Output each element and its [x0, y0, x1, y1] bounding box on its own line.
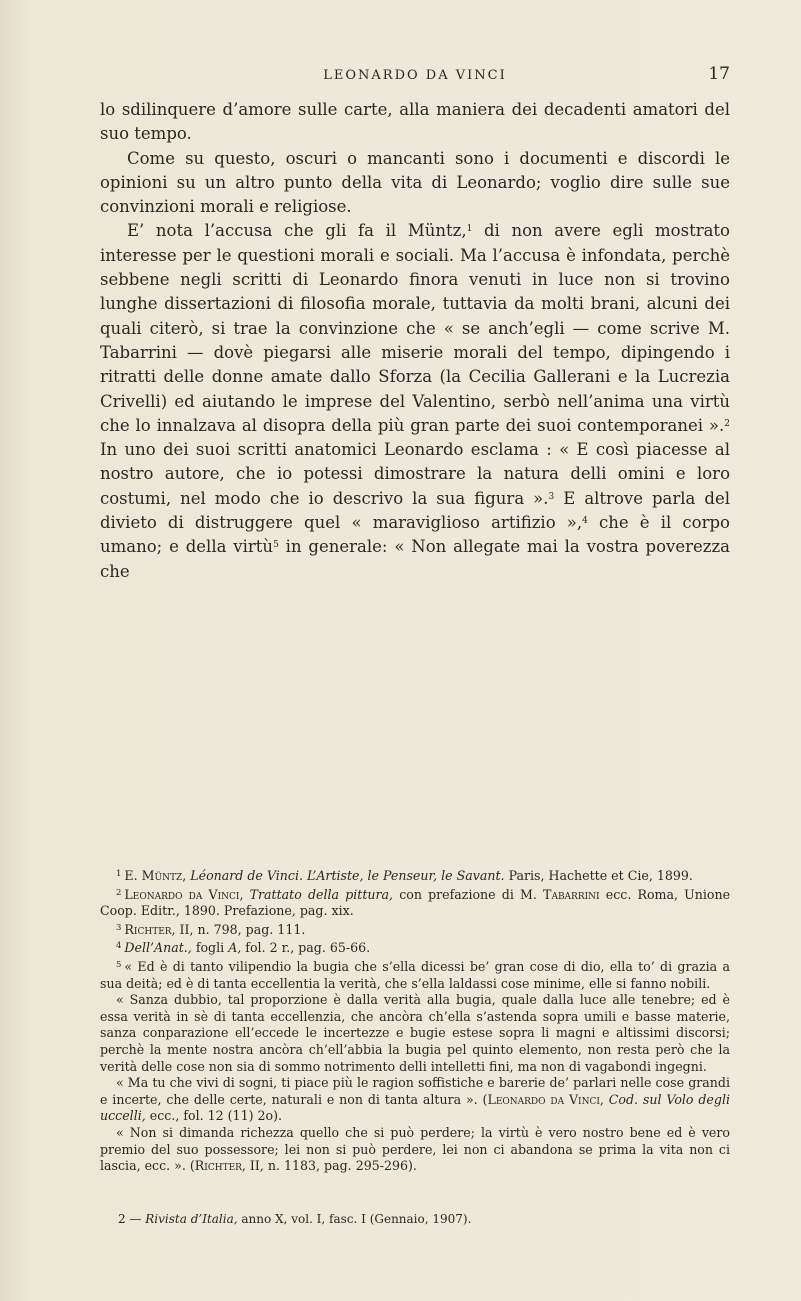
journal-title: Rivista d’Italia,	[145, 1212, 238, 1226]
footnote-3	[100, 920, 730, 939]
footnote-author: Richter,	[194, 1158, 246, 1174]
signature-text: anno X, vol. I, fasc. I (Gennaio, 1907).	[237, 1212, 472, 1226]
text-run: E altrove parla del divieto di distruggere quel « maraviglioso artifizio »,	[100, 488, 730, 533]
footnote-ref: 1	[466, 224, 473, 235]
footnote-editor: Tabarrini	[543, 886, 600, 902]
footnote-title: Trattato della pittura,	[249, 886, 394, 902]
footnote-ref: 3	[548, 491, 555, 502]
body-text	[100, 98, 730, 584]
footnote-text: con prefazione di M.	[393, 886, 544, 902]
paragraph	[100, 219, 730, 583]
footnote-text: « Ed è di tanto vilipendio la bugia che s’ella dicessi be’ gran cose di dio, ella to’ di grazia a sua deità; ed è di tanta eccellentia la verità, che s’ella laldassi cose minime, elle si fanno nobili.	[100, 958, 730, 991]
footnote-ref: 5	[273, 540, 279, 551]
text-run: che è il corpo umano; e della virtù	[100, 513, 730, 557]
footnote-5-cont: « Sanza dubbio, tal proporzione è dalla verità alla bugia, quale dalla luce alle tenebre; ed è essa verità in sè di tanta eccellenzia, che ancòra ch’ella s’astenda sopra umili e basse materie, sanza conparazione ell’eccede le incertezze e bugie estese sopra li magni e altissimi discorsi; perchè la mente nostra ancòra ch’ell’abbia la bugia pel quinto elemento, non resta però che la verità delle cose non sia di sommo notrimento delli intelletti fini, ma non di vagabondi ingegni.	[100, 992, 730, 1074]
running-head	[100, 64, 730, 88]
footnote-author: Leonardo da Vinci,	[124, 886, 244, 902]
footnote-author: Leonardo da Vinci,	[487, 1091, 604, 1107]
footnote-text: « Non si dimanda richezza quello che si può perdere; la virtù è vero nostro bene ed è vero premio del suo possessore; lei non si può perdere, lei non ci abandona se prima la vita non ci lascia, ecc. ». (	[100, 1124, 730, 1174]
footnote-author: Richter,	[124, 921, 176, 937]
footnote-1	[100, 866, 730, 885]
running-title: LEONARDO DA VINCI	[323, 68, 507, 83]
footnote-text: II, n. 798, pag. 111.	[175, 921, 306, 937]
footnote-2	[100, 885, 730, 920]
footnote-title: Léonard de Vinci. L’Artiste, le Penseur, le Savant.	[190, 868, 505, 883]
footnote-ref: 4	[582, 516, 588, 527]
footnote-author: E. Müntz,	[124, 868, 187, 883]
paragraph: Come su questo, oscuri o mancanti sono i documenti e discordi le opinioni su un altro punto della vita di Leonardo; voglio dire sulle sue convinzioni morali e religiose.	[100, 148, 730, 217]
footnote-text: « Ma tu che vivi di sogni, ti piace più le ragion soffistiche e barerie de’ parlari nelle cose grandi e incerte, che delle certe, naturali e non di tanta altura ». (	[100, 1075, 730, 1107]
footnote-text: II, n. 1183, pag. 295-296).	[245, 1158, 417, 1174]
text-run: E’ nota l’accusa che gli fa il Müntz,	[127, 221, 467, 241]
footnote-folio: A,	[228, 940, 242, 956]
footnote-text: fol. 2 r., pag. 65-66.	[241, 940, 371, 956]
page-number: 17	[708, 64, 730, 84]
footnote-5-cont	[100, 1125, 730, 1175]
text-run: di non avere egli mostrato interesse per le questioni morali e sociali. Ma l’accusa è infondata, perchè sebbene negli scritti di Leonardo finora venuti in luce non si trovino lunghe dissertazioni di filosofia morale, tuttavia da molti brani, alcuni dei quali citerò, si trae la convinzione che « se anch’egli — come scrive M. Tabarrini — dovè piegarsi alle miserie morali del tempo, dipingendo i ritratti delle donne amate dallo Sforza (la Cecilia Gallerani e la Lucrezia Crivelli) ed aiutando le imprese del Valentino, serbò nell’anima una virtù che lo innalzava al disopra della più gran parte dei suoi contemporanei ».	[100, 221, 730, 435]
text-run: In uno dei suoi scritti anatomici Leonardo esclama : « E così piacesse al nostro autore, che io potessi dimostrare la natura delli omini e loro costumi, nel modo che io descrivo la sua figura ».	[100, 440, 730, 508]
footnote-ref: 2	[724, 418, 730, 429]
signature-prefix: 2 —	[118, 1212, 146, 1226]
footnotes	[100, 866, 730, 1175]
footnote-number: 3	[116, 922, 122, 933]
footnote-5	[100, 957, 730, 992]
footnote-text: ecc., fol. 12 (11) 2o).	[145, 1108, 283, 1124]
footnote-number: 2	[116, 887, 122, 898]
footnote-title: Dell’Anat.,	[124, 940, 192, 956]
footnote-text: ecc. Roma, Unione Coop. Editr., 1890. Prefazione, pag. xix.	[100, 886, 731, 919]
footnote-text: fogli	[191, 940, 229, 956]
footnote-text: Paris, Hachette et Cie, 1899.	[504, 868, 693, 883]
footnote-4	[100, 938, 730, 957]
footnote-number: 1	[116, 869, 122, 879]
footnote-number: 4	[116, 941, 122, 952]
text-run: in generale: « Non allegate mai la vostra poverezza che	[100, 537, 730, 581]
footnote-5-cont	[100, 1075, 730, 1125]
journal-signature	[118, 1212, 718, 1226]
footnote-title: Cod. sul Volo degli uccelli,	[100, 1091, 731, 1124]
paragraph: lo sdilinquere d’amore sulle carte, alla maniera dei decadenti amatori del suo tempo.	[100, 100, 730, 144]
footnote-number: 5	[116, 959, 122, 970]
